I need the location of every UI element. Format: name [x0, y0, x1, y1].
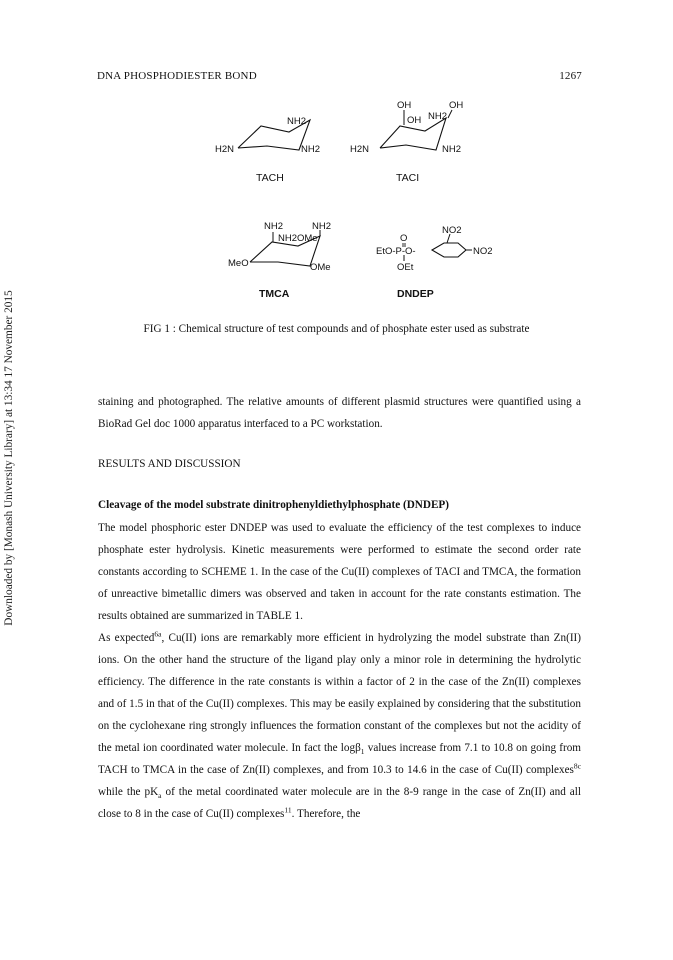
paragraph-block-2 [98, 517, 581, 627]
dndep-eto-group: EtO-P-O- [376, 246, 416, 257]
dndep-label: DNDEP [397, 288, 434, 300]
tach-label: TACH [256, 172, 284, 184]
taci-oh-right: OH [449, 100, 464, 111]
tmca-structure [228, 218, 348, 274]
page-number: 1267 [559, 70, 582, 82]
tmca-nh2-right: NH2 [312, 221, 332, 232]
para3-part-b: , Cu(II) ions are remarkably more efficient in hydrolyzing the model substrate than Zn(II) ions. On the other hand the structure of the ligand play only a minor role in determining the hydrolytic efficiency. The difference in the rate constants is within a factor of 2 in the case of the Zn(II) complexes and of 1.5 in that of the Cu(II) complexes. This may be easily explained by considering that the substitution on the cyclohexane ring strongly influences the formation constant of the complexes but not the acidity of the metal ion coordinated water molecule. In fact the logβ [98, 632, 582, 754]
taci-structure [350, 98, 475, 162]
section-heading: RESULTS AND DISCUSSION [98, 458, 241, 470]
subsection-heading: Cleavage of the model substrate dinitrophenyldiethylphosphate (DNDEP) [98, 499, 449, 511]
para3-part-f: . Therefore, the [291, 808, 361, 820]
citation-11: 11 [284, 805, 292, 815]
tach-structure [215, 106, 335, 162]
tmca-left-group: MeO [228, 258, 249, 269]
para3-part-d: while the pK [98, 786, 159, 798]
figure-caption: FIG 1 : Chemical structure of test compounds and of phosphate ester used as substrate [143, 323, 530, 335]
taci-label: TACI [396, 172, 420, 184]
subscript-1: 1 [360, 747, 365, 757]
citation-8c: 8c [573, 761, 581, 771]
dndep-o-top: O [400, 233, 408, 244]
tmca-right-group: OMe [310, 262, 331, 273]
running-title: DNA PHOSPHODIESTER BOND [97, 70, 257, 82]
dndep-no2-top: NO2 [442, 225, 462, 236]
taci-oh-left: OH [397, 100, 412, 111]
taci-left-group: H2N [350, 144, 370, 155]
paragraph-block-3 [98, 627, 581, 825]
paragraph-1: staining and photographed. The relative amounts of different plasmid structures were quantified using a BioRad Gel doc 1000 apparatus interfaced to a PC workstation. [98, 396, 581, 430]
tach-right-group: NH2 [301, 144, 321, 155]
subscript-a: a [158, 791, 162, 801]
tmca-label: TMCA [259, 288, 290, 300]
tach-top-nh2: NH2 [287, 116, 307, 127]
paragraph-methods-end [98, 391, 581, 435]
dndep-structure [362, 222, 492, 284]
tach-left-group: H2N [215, 144, 235, 155]
taci-right-group: NH2 [442, 144, 462, 155]
para3-part-c: values increase from 7.1 to 10.8 on going from TACH to TMCA in the case of Zn(II) complexes, and from 10.3 to 14.6 in the case of Cu(II) complexes [98, 742, 581, 776]
download-watermark [0, 0, 18, 960]
taci-oh-mid: OH [407, 115, 422, 126]
tmca-mid-group: NH2OMe [278, 233, 318, 244]
dndep-no2-right: NO2 [473, 246, 492, 257]
para3-part-e: of the metal coordinated water molecule are in the 8-9 range in the case of Zn(II) and all close to 8 in the case of Cu(II) complexes [98, 786, 581, 820]
paragraph-2: The model phosphoric ester DNDEP was used to evaluate the efficiency of the test complexes to induce phosphate ester hydrolysis. Kinetic measurements were performed to estimate the second order rate constants according to SCHEME 1. In the case of the Cu(II) complexes of TACI and TMCA, the formation of unreactive bimetallic dimers was observed and taken in account for the rate constants estimation. The results obtained are summarized in TABLE 1. [98, 522, 581, 622]
download-note-text: Downloaded by [Monash University Library] at 13:34 17 November 2015 [3, 290, 15, 626]
dndep-oet-group: OEt [397, 262, 414, 273]
tmca-nh2-left: NH2 [264, 221, 284, 232]
taci-nh2-top: NH2 [428, 111, 448, 122]
para3-part-a: As expected [98, 632, 155, 644]
citation-6a: 6a [154, 629, 162, 639]
paragraph-3 [98, 627, 581, 825]
